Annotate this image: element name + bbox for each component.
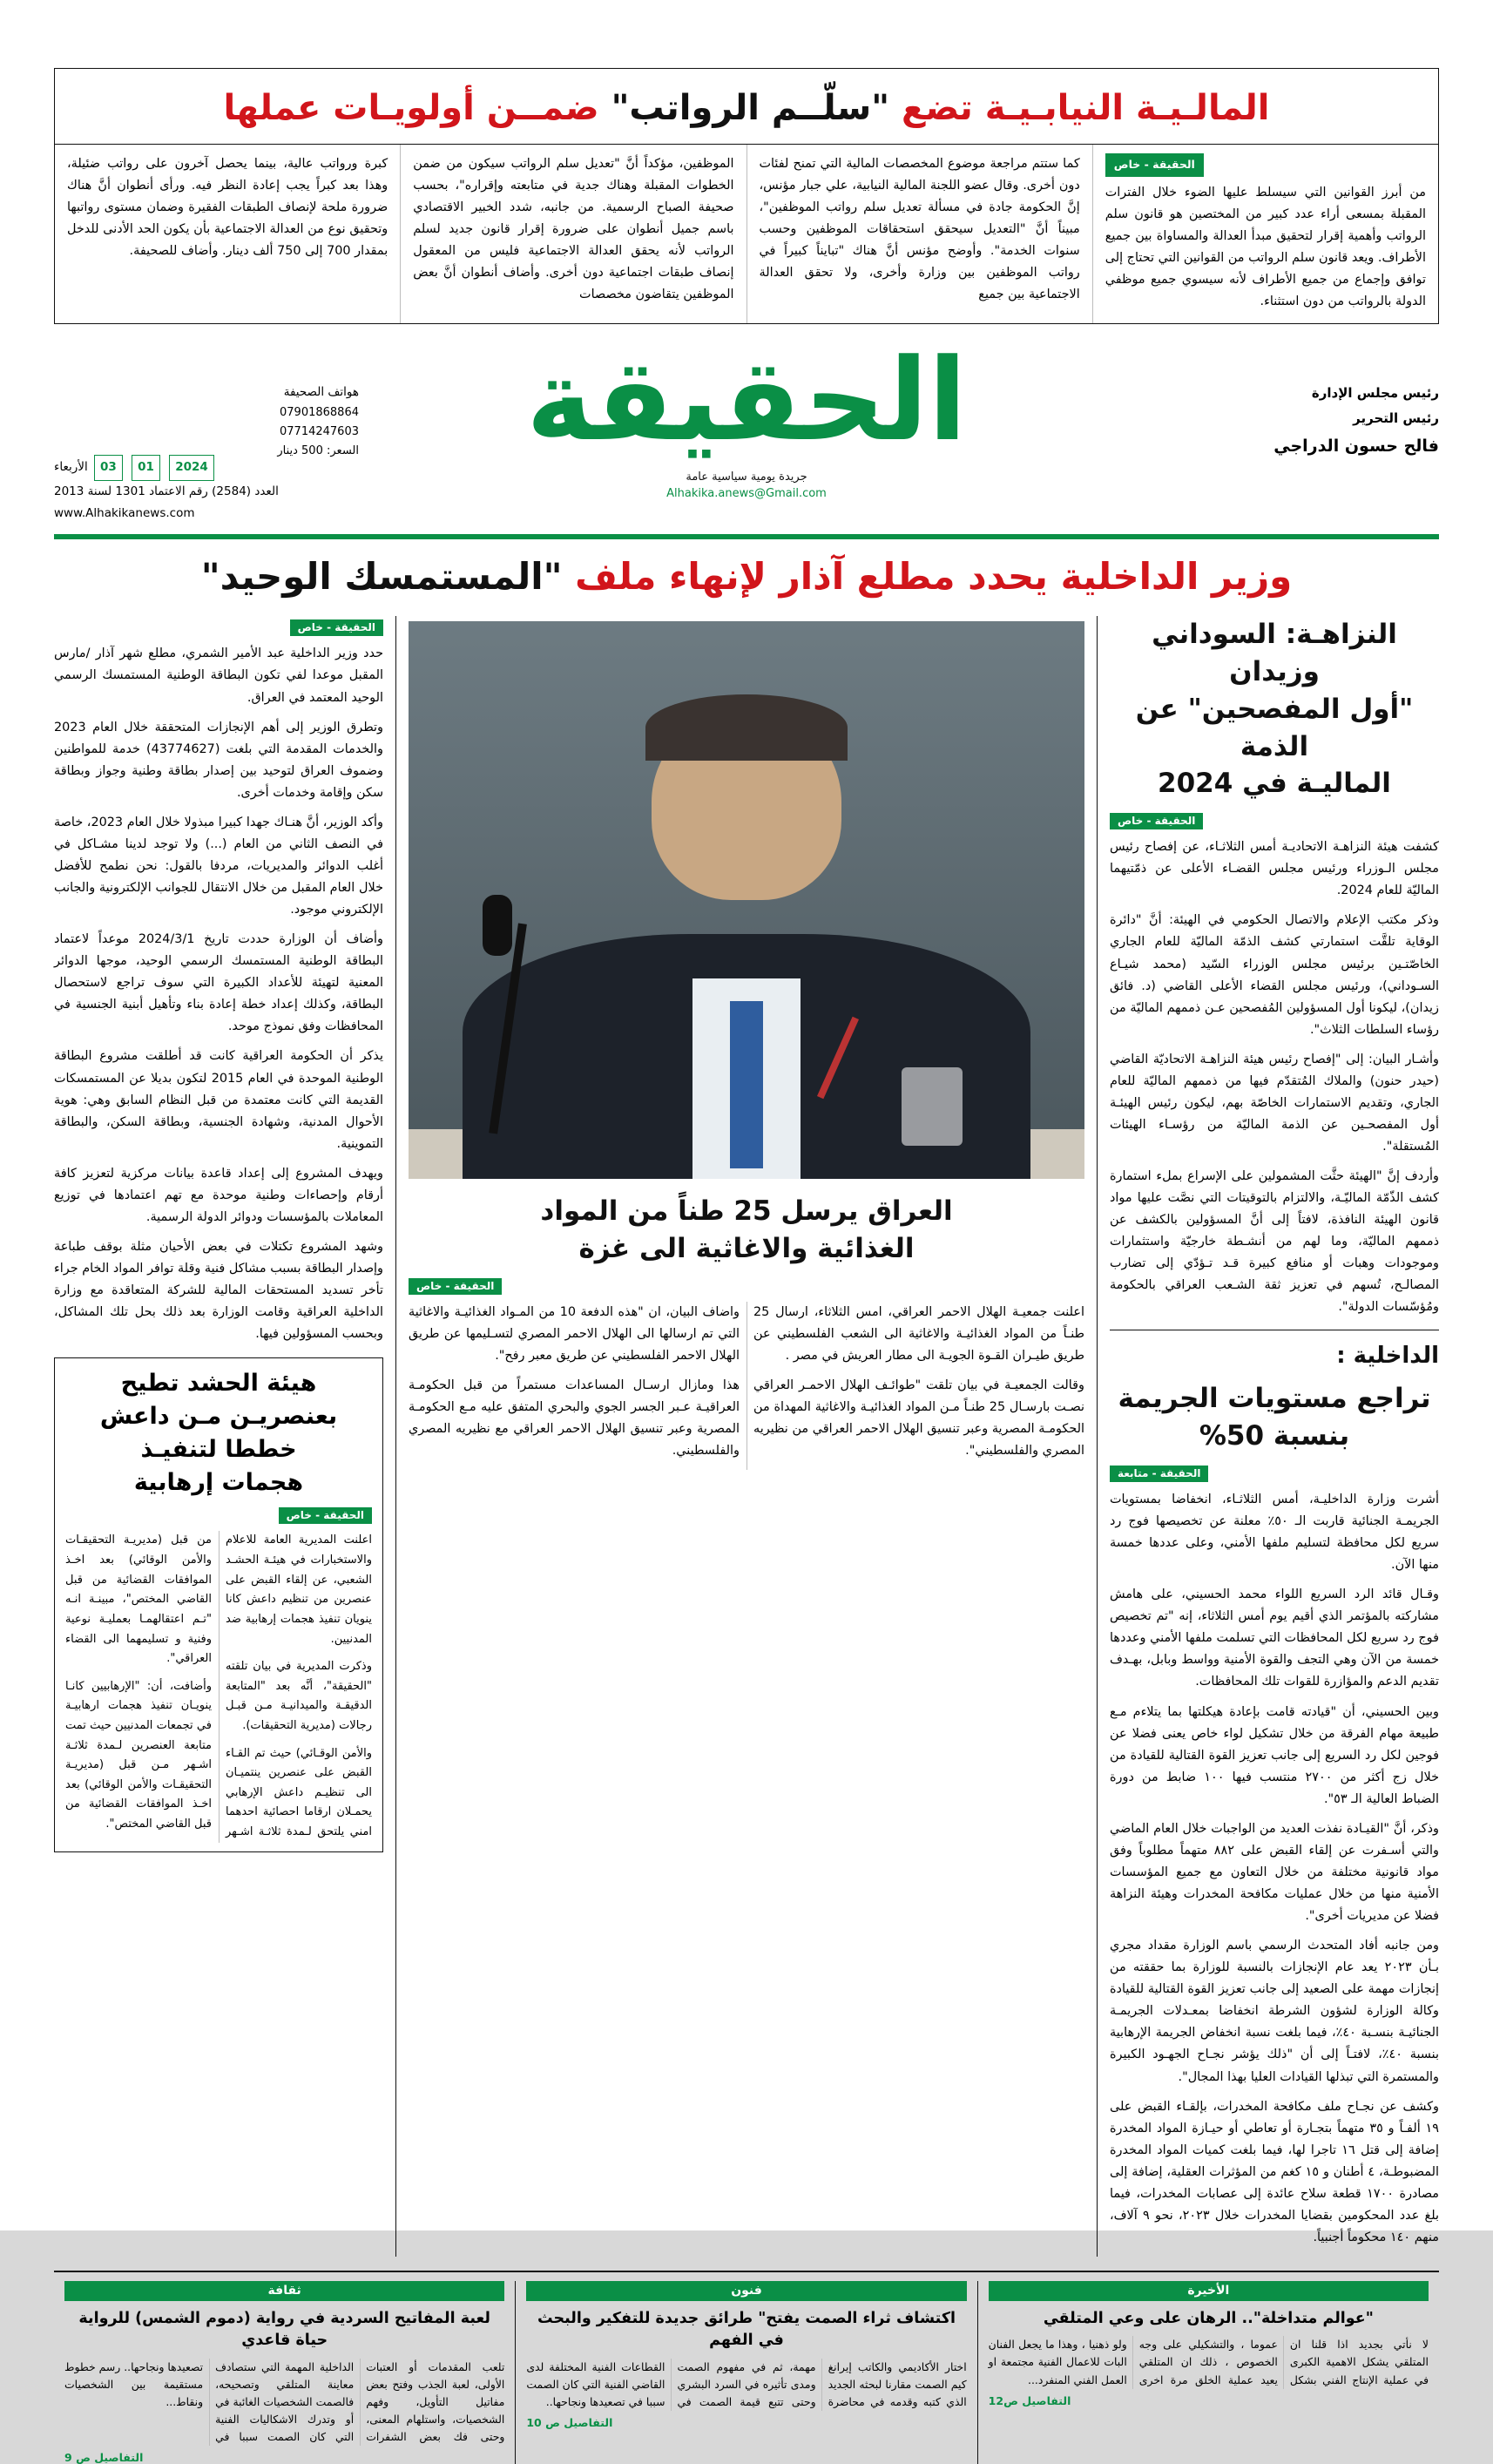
main-headline-quoted: "المستمسك الوحيد" (200, 554, 563, 598)
gaza-story (409, 1193, 1084, 1470)
column-middle (395, 616, 1098, 2257)
main-p7: وشهد المشروع تكتلات في بعض الأحيان مثلة بوقف طباعة وإصدار البطاقة بسبب مشاكل فنية وقلة توافر المواد الخام جراء تأخر تسديد المستحقات المالية للشركة المتعاقدة مع وزارة الداخلية العراقية وقامت الوزارة بعد ذلك بحل تلك المشاكل، وبحسب المسؤولين فيها. (54, 1239, 383, 1342)
top-banner-headline (55, 69, 1438, 144)
footer-section-label: الأخيرة (989, 2281, 1429, 2301)
footer-title[interactable]: "عوالم متداخلة".. الرهان على وعي المتلقي (1043, 2310, 1374, 2327)
top-banner-text-4: كبرة ورواتب عالية، بينما يحصل آخرون على رواتب ضئيلة، وهذا بعد كبراً يجب إعادة النظر فيه. ورأى أنطوان أنَّ هناك ضرورة ملحة لإنصاف الطبقات الفقيرة وضمان مستوى رواتبها وتحقيق نوع من العدالة الاجتماعية بأن يكون الحد الأدنى للدخل بمقدار 700 إلى 750 ألف دينار. وأضاف للصحيفة. (67, 157, 388, 259)
gaza-p1: اعلنت جمعيـة الهلال الاحمر العراقي، امس الثلاثاء، ارسال 25 طنـاً من المواد الغذائيـة والاغاثية الى الشعب الفلسطيني عن طريق طيـران القـوة الجويـة الى مطار العريش في مصر . (753, 1304, 1084, 1364)
top-headline-part1: المالـيـة النيابـيـة تضع (902, 88, 1270, 128)
footer-more-link[interactable]: التفاصيل ص 10 (526, 2416, 613, 2430)
footer-title[interactable]: اكتشاف ثراء الصمت يفتح" طرائق جديدة للتفكير والبحث في الفهم (537, 2310, 956, 2350)
nazaha-headline-line3: الماليـة في 2024 (1158, 768, 1391, 800)
interior-p6: وكشف عن نجـاح ملف مكافحة المخدرات، بإلقـاء القبض على ١٩ ألفـاً و ٣٥ متهماً بتجـارة أو تعاطي أو حيـازة المواد المخدرة إضافة إلى قتل ١٦ تاجرا لها، فيما بلغت كميات المواد المخدرة المضبوطـة، ٤ أطنان و ١٥ كغم من المؤثرات العقلية، إضافة إلى مصادرة ١٧٠٠ قطعة سلاح عائدة إلى عصابات المخدرات، فيما بلغ عدد المحكومين بقضايا المخدرات خلال ٢٠٢٣، نحو ٩ آلاف، منهم ١٤٠ محكوماً أجنبياً. (1110, 2099, 1440, 2244)
footer-title[interactable]: لعبة المفاتيح السردية في رواية (دموم الشمس) للرواية حياة قاعدي (78, 2310, 490, 2350)
main-p4: وأضاف أن الوزارة حددت تاريخ 2024/3/1 موعداً لاعتماد البطاقة الوطنية المستمسك الرسمي الوحيد، موجها الدوائر المعنية لتهيئة للأعداد الكبيرة التي سوف تراجع لاستحصال البطاقة، وكذلك إعداد خطة إعادة بناء وتأهيل أبنية الجنسية في المحافظات وفق نموذج موحد. (54, 932, 383, 1034)
interior-p4: وذكر، أنَّ "القيـادة نفذت العديد من الواجبات خلال العام الماضي والتي أسـفرت عن إلقاء القبض على ٨٨٢ متهماً مطلوباً وفق مواد قانونية مختلفة من خلال التعاون مع جميع المؤسسات الأمنية منها من خلال عمليات مكافحة المخدرات وهيئة النزاهة فضلا عن مديريات أخرى". (1110, 1821, 1439, 1924)
main-p5: يذكر أن الحكومة العراقية كانت قد أطلقت مشروع البطاقة الوطنية الموحدة في العام 2015 لتكون بديلا عن المستمسكات القديمة التي كانت معتمدة من قبل النظام السابق وهي: هوية الأحوال المدنية، وشهادة الجنسية، وبطاقة السكن، والبطاقة التموينية. (54, 1049, 383, 1151)
nazaha-p4: وأردف إنَّ "الهيئة حثَّت المشمولين على الإسراع بملء استمارة كشف الذّمّة الماليّـة، والالتزام بالتوقيتات التي نصَّت عليها مواد قانون الهيئة النافذة، لافتاً إلى أنَّ المسؤولين بالكشف عن ذممهم الماليّة، وما لهم من أنشـطة خارجيّة واستثمارات وموجودات وهبات أو منافع كبيرة قـد تـؤدّي إلى تضارب المصالـح، تُسهم في تعزيز ثقة الشـعب العراقي بالحكومة ومُؤسّسات الدولة". (1110, 1169, 1439, 1315)
minister-photo (409, 621, 1084, 1179)
top-headline-part2: ضمــن أولويـات عملها (223, 88, 599, 128)
top-banner-text-3: الموظفين، مؤكداً أنَّ "تعديل سلم الرواتب سيكون من ضمن الخطوات المقبلة وهناك جدية في متابعته وإقراره"، بحسب صحيفة الصباح الرسمية. من جانبه، شدد الخبير الاقتصادي باسم جميل أنطوان على ضرورة إقرار قانون جديد لسلم الرواتب لأنه يحقق العدالة الاجتماعية فليس من المعقول إنصاف طبقات اجتماعية دون أخرى. وأضاف أنطوان أنَّ بعض الموظفين يتقاضون مخصصات (413, 157, 734, 302)
gaza-p2: وقالت الجمعيـة في بيان تلقت "طوائـف الهلال الاحمـر العراقي نصـت بارسـال 25 طنـاً مـن المواد الغذائيـة والاغاثية المهداة من الحكومـة المصرية وعبر تنسيق الهلال الاحمر العراقي من نظيريه المصري والفلسطيني". (753, 1378, 1084, 1459)
footer-more-link[interactable]: التفاصيل ص12 (988, 2393, 1071, 2407)
footer-sections (54, 2271, 1439, 2464)
interior-kicker: الداخلية : (1336, 1342, 1439, 1369)
footer-text: لا نأتي بجديد اذا قلنا ان المتلقي يشكل الاهمية الكبرى في عملية الإنتاج الفني بشكل عموما ، والتشكيلي على وجه الخصوص ، ذلك ان المتلقي يعيد عملية الخلق مرة اخرى ولو ذهنيا ، وهذا ما يجعل الفنان البات للاعمال الفنية مجتمعة او العمل الفني المنفرد... (988, 2338, 1429, 2386)
main-headline-part1: وزير الداخلية يحدد مطلع آذار لإنهاء ملف (575, 554, 1293, 598)
hashd-headline-line1: هيئة الحشد تطيح (120, 1370, 317, 1398)
issue-weekday: الأربعاء (54, 459, 88, 474)
phone-number-1: 07901868864 (280, 406, 359, 420)
interior-headline (1110, 1380, 1439, 1455)
main-body (54, 616, 1439, 2257)
editor-in-chief-name: فالح حسون الدراجي (1273, 437, 1439, 457)
interior-p1: أشرت وزارة الداخليـة، أمس الثلاثـاء، انخفاضا بمستويات الجريمـة الجنائية قاربت الـ ٥٠٪ معلنة عن تخصيصها فوج رد سريع لكل محافظة لتسليم ملفها الأمني، وعلى عددها خمسة منها الآن. (1110, 1492, 1439, 1573)
masthead-issue-block (54, 382, 359, 461)
hashd-p1: اعلنت المديرية العامة للاعلام والاستخبارات في هيئـة الحشـد الشعبي، عن إلقاء القبض على عنصرين من تنظيم داعش كانا ينويان تنفيذ هجمات إرهابية ضد المدنيين. (226, 1533, 372, 1646)
phones-label: هواتف الصحيفة (283, 385, 359, 400)
top-banner-col-mid2 (747, 145, 1093, 323)
gaza-headline (409, 1193, 1084, 1268)
newspaper-email[interactable]: Alhakika.anews@Gmail.com (666, 486, 827, 500)
interior-p5: ومن جانبه أفاد المتحدث الرسمي باسم الوزارة مقداد مجري بـأن ٢٠٢٣ يعد عام الإنجازات بالنسبة للوزارة بما حققته من إنجازات مهمة على الصعيد إلى جانب تعزيز القوة القتالية للقيادة وكالة الوزارة لشؤون الشرطة انخفاضا بمعـدلات الجريمـة الجنائيـة بنسـبة ٤٠٪، فيما بلغت نسبة انخفاض الجريمة الإرهابية بنسبة ٤٠٪، لافتـاً إلى أن "ذلك يؤشر نجـاح الجهـود الكبيرة والمستمرة التي تبذلها القيادات العليا بهذا المجال". (1110, 1939, 1440, 2084)
top-banner (54, 68, 1439, 324)
hashd-source-tag: الحقيقة - خاص (279, 1507, 372, 1524)
website-url[interactable]: www.Alhakikanews.com (54, 506, 195, 521)
nazaha-p2: وذكر مكتب الإعلام والاتصال الحكومي في الهيئة: أنَّ "دائرة الوقاية تلقَّت استمارتي كشف الذمّة الماليّة للعام الجاري الخاصّتـين برئيس مجلس الوزراء السّيد (محمد شيـاع السـوداني)، ورئيس مجلس القضاء الأعلى القاضي (د. فائق زيدان)، ليكونا أول المسؤولين المُفصحين عـن ذممهم الماليّة من رؤساء السلطات الثلاث". (1110, 913, 1439, 1037)
hashd-p4: وأضافت، أن: "الإرهابيين كانـا ينويـان تنفيذ هجمات ارهابيـة في تجمعات المدنيين حيث تمت متابعة العنصرين لـمدة ثلاثـة اشـهر مـن قبل (مديريـة التحقيقـات والأمن الوقائي) بعد اخـذ الموافقات القضائية من قبل القاضي المختص". (65, 1679, 212, 1831)
masthead-logo-block (359, 333, 1134, 500)
top-banner-text-1: من أبرز القوانين التي سيسلط عليها الضوء خلال الفترات المقبلة بمسعى أراء عدد كبير من المختصين هو قانون سلم الرواتب وأهمية إقرار لتحقيق مبدأ العدالة والمساواة بين جميع الأطراف. ويعد قانون سلم الرواتب من القوانين التي تحتاج إلى توافق وإجماع من جميع الأطراف لأنه سيسوي جميع موظفي الدولة بالرواتب من دون استثناء. (1105, 185, 1426, 308)
top-banner-text-2: كما ستتم مراجعة موضوع المخصصات المالية التي تمنح لفئات دون أخرى. وقال عضو اللجنة المالية النيابية، علي جبار مؤنس، إنَّ الحكومة جادة في مسألة تعديل سلم رواتب الموظفين"، مبيناً أنَّ "التعديل سيحقق استحقاقات الموظفين وحسب سنوات الخدمة". وأوضح مؤنس أنَّ هناك "تبايناً كبيراً في رواتب الموظفين بين وزارة وأخرى، ولا تحقق العدالة الاجتماعية بين جميع (759, 157, 1080, 302)
hashd-headline-line2: بعنصريـن مـن داعش خططا لتنفيـذ (99, 1403, 338, 1463)
deposit-number: رقم الاعتماد 1301 لسنة 2013 (54, 484, 208, 498)
gaza-headline-line1: العراق يرسل 25 طناً من المواد (540, 1195, 953, 1228)
main-p2: وتطرق الوزير إلى أهم الإنجازات المتحققة خلال العام 2023 والخدمات المقدمة التي بلغت (43774627) خدمة للمواطنين وضموف العراق لتوحيد بين إصدار بطاقة وطنية وجواز وبطاقة سكن وإقامة وخدمات أخرى. (54, 720, 383, 800)
gaza-p4: هذا ومازال ارسـال المساعدات مستمراً من قبل الحكومـة العراقيـة عـبر الجسر الجوي والبحري المتفق عليه مـع الحكومـة المصرية وعبر تنسيق الهلال الاحمر العراقي مع نظيريه المصري والفلسطيني. (409, 1378, 740, 1459)
interior-source-tag: الحقيقة - متابعة (1110, 1466, 1208, 1482)
masthead (54, 333, 1439, 500)
main-headline (54, 539, 1439, 613)
nazaha-p3: وأشـار البيان: إلى "إفصاح رئيس هيئة النزاهـة الاتحاديّة القاضي (حيدر حنون) والملاك المُتقدّم فيها من ذممهم الماليّة للعام الجاري، وتقديم الاستمارات الخاصّة بهم، ليكون رئيس الهيئـة أول المفصحـين عن الذمة الماليّة من رؤسـاء الهيئات المُستقلة". (1110, 1052, 1439, 1154)
nazaha-headline-line2: "أول المفصحين" عن الذمة (1135, 693, 1414, 762)
column-left (54, 616, 395, 2257)
nazaha-source-tag: الحقيقة - خاص (1110, 813, 1203, 829)
issue-year: 2024 (169, 455, 214, 481)
footer-text: تلعب المقدمات أو العتبات الأولى، لعبة الجذب وفتح بعض مفاتيل التأويل، وفهم الشخصيات، واستلهام المعنى، وحتى فك بعض الشفرات الداخلية المهمة التي ستصادف معاينة المتلقي وتصحيحه، فالصمت الشخصيات الغائبة في أو وتدرك الاشكاليات الفنية التي كان الصمت سببا في تصعيدها ونجاحها.. رسم خطوط مستقيمة بين الشخصيات ونقاط... (64, 2359, 505, 2444)
footer-cell-funoon[interactable] (516, 2281, 977, 2464)
price-label: السعر: 500 دينار (277, 444, 359, 458)
newspaper-logo: الحقيقة (525, 333, 968, 466)
interior-p3: وبين الحسيني، أن "قيادته قامت بإعادة هيكلتها بما يتلاءم مـع طبيعة مهام الفرقة من خلال تشكيل لواء خاص يعنى فضلا عن فوجين لكل رد السريع إلى جانب تعزيز القوة القتالية للقيادة من خلال زج أكثر من ٢٧٠٠ منتسب فيها ١٠٠ ضابط من دورة الضباط العالية الـ ٥٣". (1110, 1704, 1439, 1806)
main-p3: وأكد الوزير، أنَّ هنـاك جهدا كبيرا مبذولا خلال العام 2023، خاصة في النصف الثاني من العام (...) ولا توجد لدينا مشـاكل في أغلب الدوائر والمديريات، مردفا بالقول: نحن نطمح للأفضل خلال العام المقبل من خلال الانتقال للجوانب الإلكترونية والجانب الإلكتروني موجود. (54, 815, 384, 917)
footer-cell-akhira[interactable] (978, 2281, 1439, 2464)
issue-month: 01 (132, 455, 160, 481)
column-right (1098, 616, 1439, 2257)
issue-day: 03 (94, 455, 123, 481)
editor-in-chief-label: رئيس التحرير (1353, 410, 1439, 426)
hashd-headline (65, 1367, 372, 1499)
interior-p2: وقـال قائد الرد السريع اللواء محمد الحسيني، على هامش مشاركته بالمؤتمر الذي أقيم يوم أمس الثلاثاء، إنه "تم تخصيص فوج رد سريع لكل المحافظات التي تسلمت ملفها الأمني وعددها خمسة من الآن وهي التجف والقوة الأمنية وواسط وبابل، بهـدف تقديم الدعم والمؤازرة للقوات تلك المحافظات. (1110, 1587, 1439, 1689)
footer-cell-thaqafa[interactable] (54, 2281, 516, 2464)
hashd-story (54, 1357, 383, 1851)
footer-section-label: فنون (526, 2281, 966, 2301)
top-headline-quoted: "سلّــم الرواتب" (611, 88, 890, 128)
hashd-p3: والأمن الوقـائي) حيث تم القـاء القبض على عنصرين ينتميـان الى تنظيـم داعش الإرهابي يحمـلان ارقاما احصائية احدهما امني يلتحق لـمدة ثلاثـة اشـهر من قبل (مديريـة التحقيقـات والأمن الوقائي) بعد اخـذ الموافقات القضائية من قبل القاضي المختص"، مبينـة انـه "تـم اعتقالهمـا بعمليـة نوعية وفنية و تسليمهما الى القضاء العراقي". (65, 1533, 372, 1838)
board-chairman-label: رئيس مجلس الإدارة (1311, 385, 1439, 402)
nazaha-headline-line1: النزاهـة: السوداني وزيدان (1152, 619, 1397, 688)
top-banner-col-left (55, 145, 401, 323)
phone-number-2: 07714247603 (280, 425, 359, 439)
nazaha-p1: كشفت هيئة النزاهـة الاتحاديـة أمس الثلاثـاء، عن إفصاح رئيس مجلس الـوزراء ورئيس مجلس القضـاء الأعلى عن ذمّتيهما الماليّة للعام 2024. (1110, 840, 1439, 898)
hashd-p2: وذكرت المديرية في بيان تلقته "الحقيقة"، أنَّه بعد "المتابعة الدقيقـة والميدانيـة مـن قبـل رجالات (مديرية التحقيقات). (226, 1660, 372, 1732)
top-banner-col-mid1 (401, 145, 746, 323)
gaza-p3: واضاف البيان، ان "هذه الدفعة 10 من المـواد الغذائيـة والاغاثية التي تم ارسالها الى الهلال الاحمر المصري لتسـليمها عن طريق الهلال الاحمر الفلسطيني عن طريق معبر رفح". (409, 1304, 740, 1364)
issue-number: العدد (2584) (212, 484, 279, 498)
hashd-headline-line3: هجمات إرهابية (133, 1468, 304, 1496)
footer-text: اختار الأكاديمي والكاتب إيرانغ كيم الصمت مقارنا لبحثه الجديد الذي كتبه وقدمه في محاضرة مهمة، ثم في مفهوم الصمت ومدى تأثيره في السرد البشري وحتى تتبع قيمة الصمت في القطاعات الفنية المختلفة لدى القاضي الفنية التي كان الصمت سببا في تصعيدها ونجاحها.. (526, 2359, 967, 2408)
gaza-headline-line2: الغذائية والاغاثية الى غزة (578, 1233, 915, 1265)
main-source-tag: الحقيقة - خاص (290, 619, 383, 636)
main-p6: ويهدف المشروع إلى إعداد قاعدة بيانات مركزية لتعزيز كافة أرقام وإحصاءات وطنية موحدة مع تهم اعتمادها في توزيع المعاملات بالمؤسسات ودوائر الدولة الرسمية. (54, 1166, 383, 1224)
main-p1: حدد وزير الداخلية عبد الأمير الشمري، مطلع شهر آذار /مارس المقبل موعدا لفي تكون البطاقة الوطنية المستمسك الرسمي الوحيد المعتمد في العراق. (54, 646, 383, 705)
interior-headline-line1: تراجع مستويات الجريمة (1118, 1383, 1431, 1415)
gaza-source-tag: الحقيقة - خاص (409, 1278, 502, 1295)
footer-more-link[interactable]: التفاصيل ص 9 (64, 2451, 144, 2464)
masthead-credits (1134, 381, 1439, 462)
top-banner-col-right (1093, 145, 1438, 323)
interior-headline-line2: بنسبة 50% (1199, 1420, 1350, 1452)
source-tag: الحقيقة - خاص (1105, 153, 1204, 177)
footer-section-label: ثقافة (64, 2281, 504, 2301)
nazaha-headline (1110, 616, 1439, 802)
newspaper-subtitle: جريدة يومية سياسية عامة (686, 470, 807, 484)
